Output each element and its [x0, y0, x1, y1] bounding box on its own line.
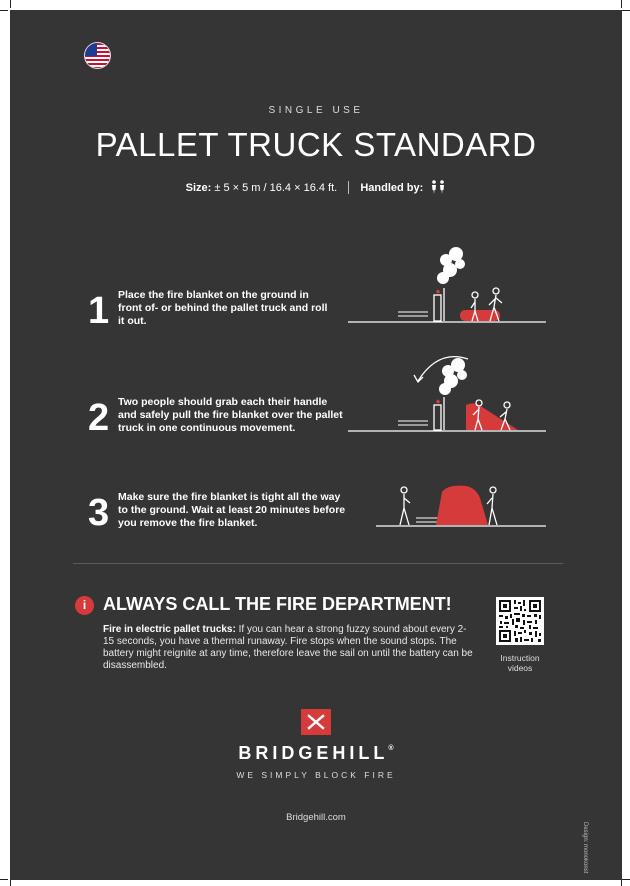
instruction-poster	[10, 10, 622, 880]
size-value: ± 5 × 5 m / 16.4 × 16.4 ft.	[214, 182, 338, 194]
handled-by-label: Handled by:	[360, 182, 424, 194]
brand-name-text: BRIDGEHILL	[238, 743, 389, 763]
crop-mark	[0, 10, 8, 11]
two-people-icon	[430, 180, 446, 197]
brand-name	[10, 743, 622, 764]
step-number: 1	[88, 290, 110, 332]
subtitle-single-use: SINGLE USE	[268, 105, 364, 116]
registered-mark: ®	[388, 745, 394, 752]
step-1-illustration	[348, 240, 548, 326]
step-number: 3	[88, 492, 110, 534]
step-text: Make sure the fire blanket is tight all the way to the ground. Wait at least 20 minutes before you remove the fire blanket.	[118, 491, 346, 529]
design-credit: Design: monokonst	[582, 822, 588, 874]
step-2-illustration	[348, 345, 548, 435]
size-label: Size:	[185, 182, 212, 194]
info-icon: i	[75, 596, 94, 615]
crop-mark	[622, 879, 630, 880]
warning-title: ALWAYS CALL THE FIRE DEPARTMENT!	[103, 594, 452, 614]
qr-label-line1: Instruction	[500, 653, 540, 663]
qr-label	[486, 653, 554, 673]
us-flag-icon[interactable]	[84, 42, 111, 69]
crop-mark	[622, 10, 630, 11]
brand-tagline: WE SIMPLY BLOCK FIRE	[236, 770, 396, 780]
crop-mark	[0, 879, 8, 880]
crop-mark	[10, 0, 11, 8]
website-link[interactable]: Bridgehill.com	[286, 812, 346, 823]
page-title: PALLET TRUCK STANDARD	[95, 126, 537, 163]
warning-lead: Fire in electric pallet trucks:	[103, 624, 236, 635]
section-divider	[73, 563, 563, 564]
step-text: Two people should grab each their handle and safely pull the fire blanket over the pallet truck in one continuous movement.	[118, 396, 343, 434]
separator	[348, 181, 349, 194]
size-line	[10, 180, 622, 197]
step-text: Place the fire blanket on the ground in front of- or behind the pallet truck and roll it out.	[118, 289, 328, 327]
step-3-illustration	[376, 478, 548, 530]
bridgehill-logo-icon	[301, 709, 331, 735]
crop-mark	[10, 880, 11, 886]
crop-mark	[621, 0, 622, 8]
warning-text: If you can hear a strong fuzzy sound about every 2-15 seconds, you have a thermal runaway. Fire stops when the sound stops. The battery might reignite at any time, therefore leave the sail on until the battery can be disassembled.	[103, 624, 473, 671]
warning-body	[103, 624, 473, 672]
step-number: 2	[88, 397, 110, 439]
crop-mark	[621, 880, 622, 886]
qr-code-icon[interactable]	[496, 597, 544, 645]
qr-label-line2: videos	[507, 663, 533, 673]
